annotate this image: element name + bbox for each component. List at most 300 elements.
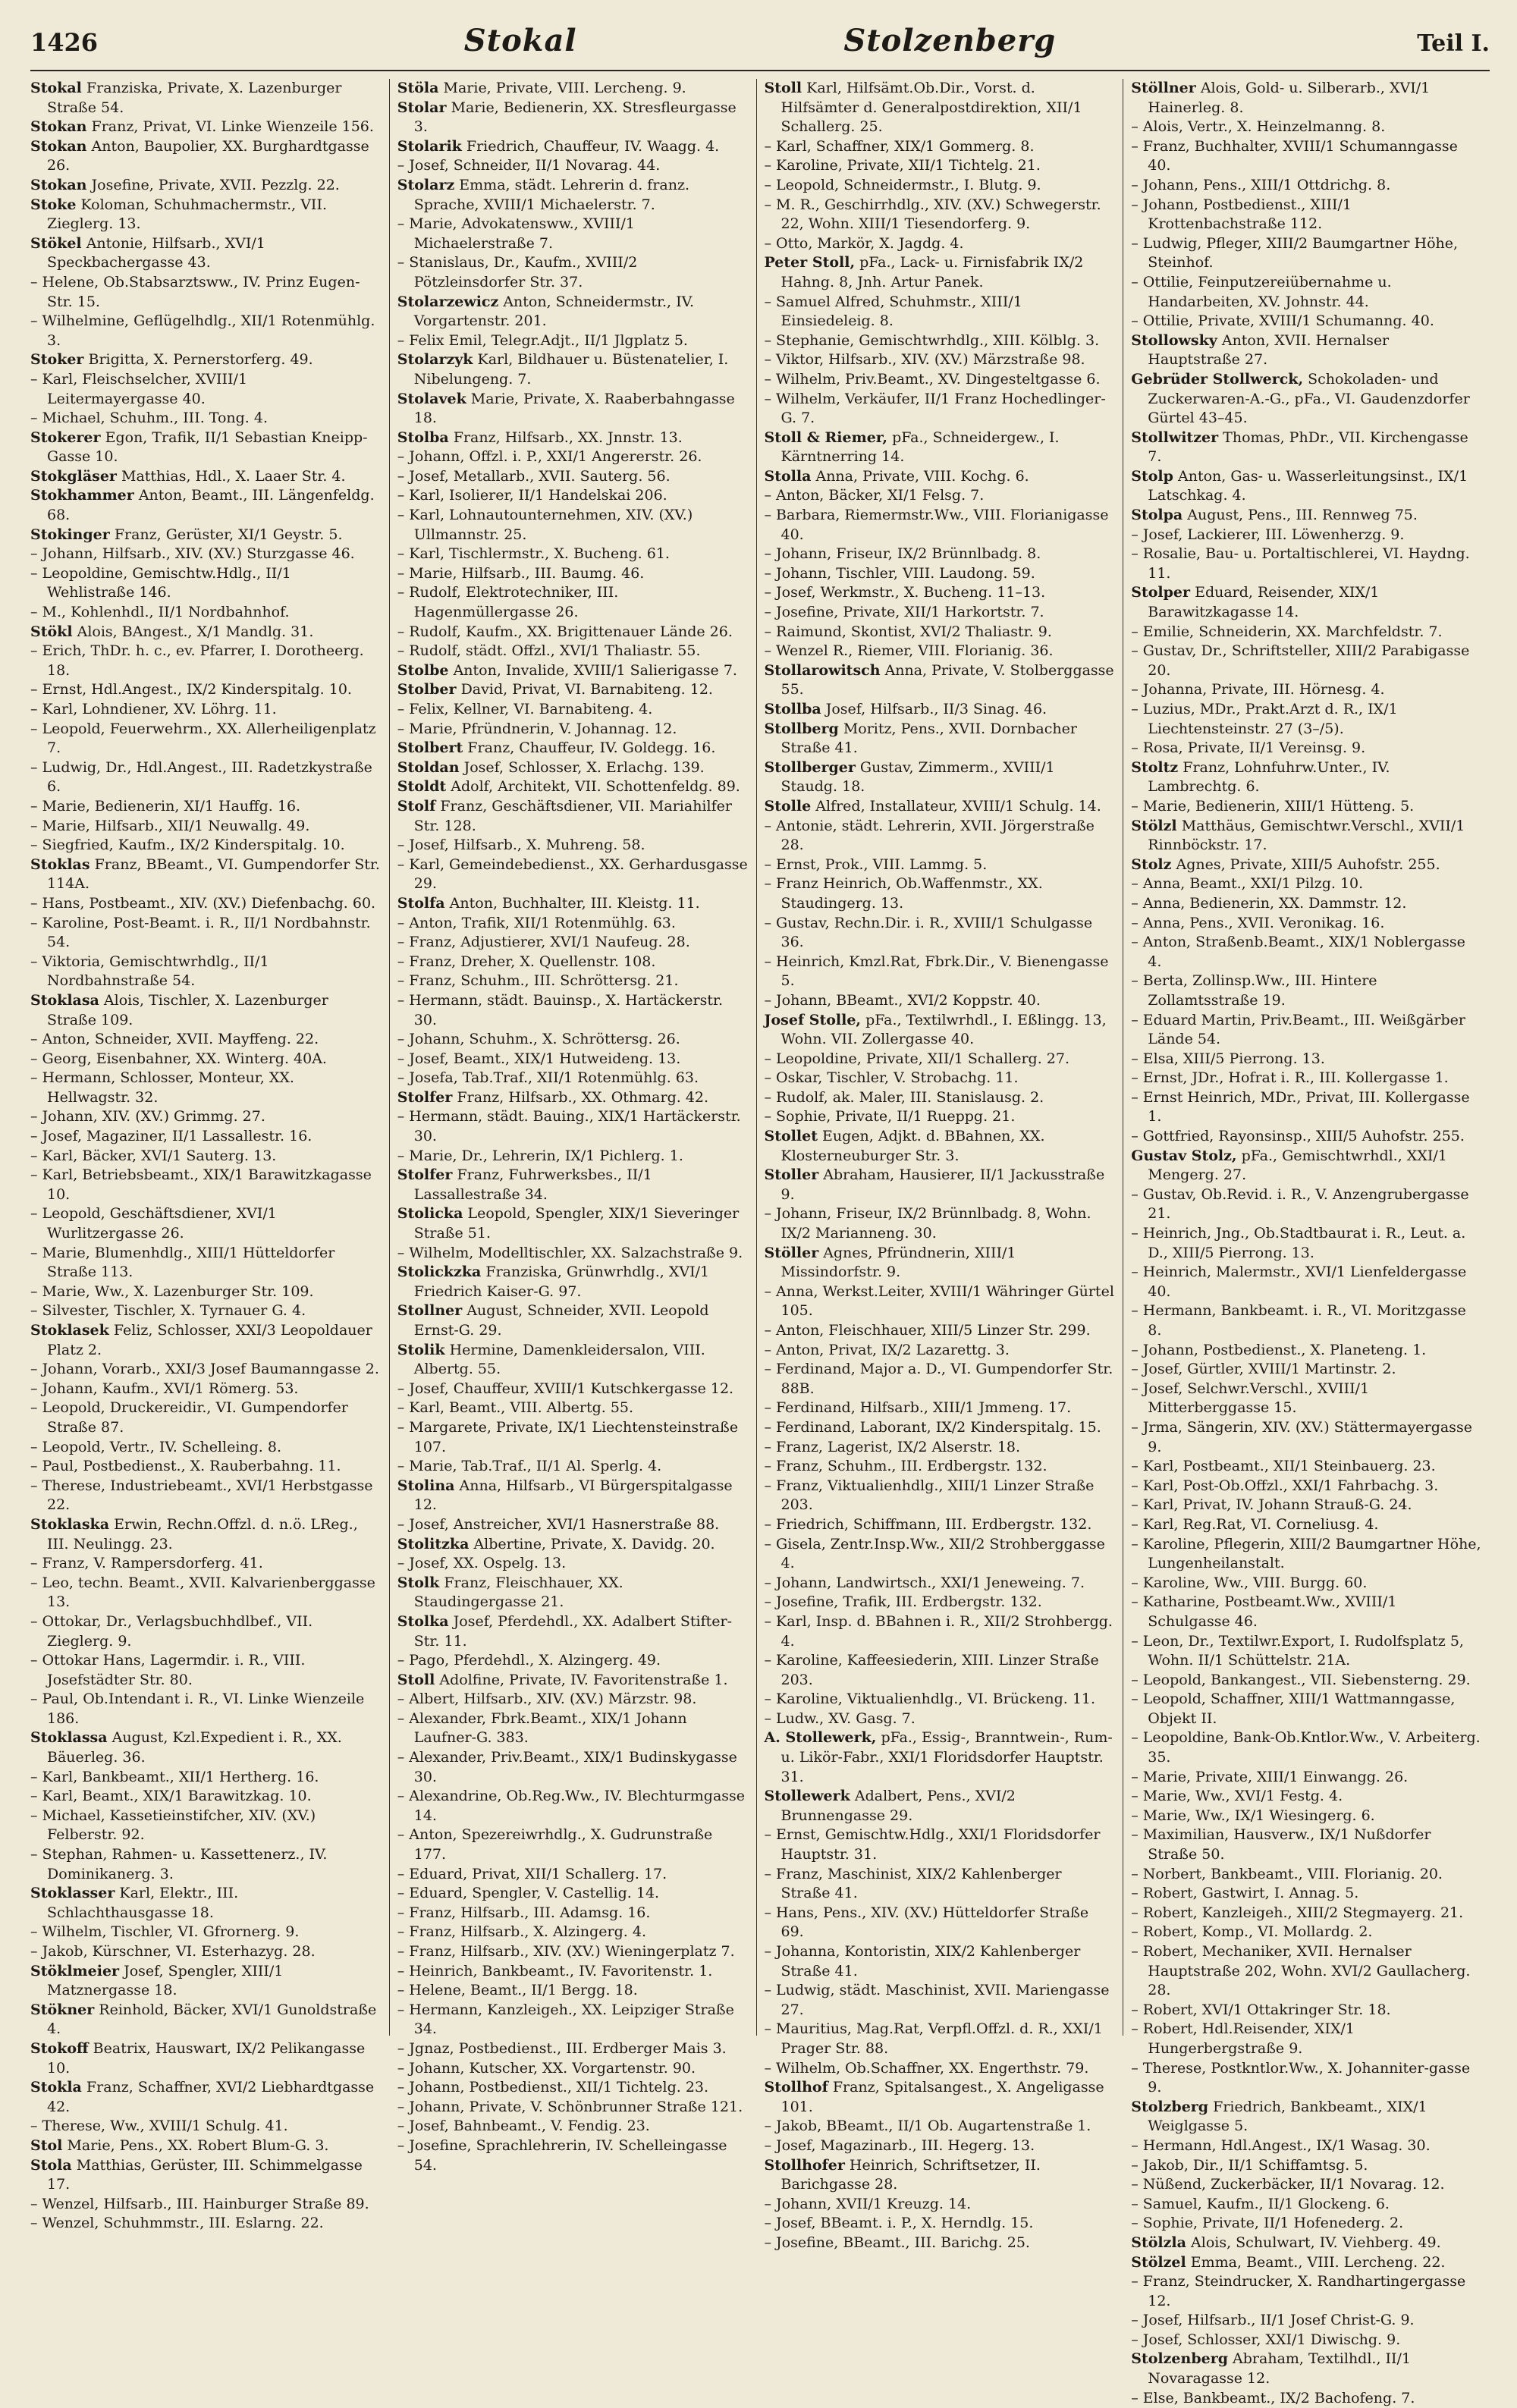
entry-details: pFa., Schneidergew., I. Kärntnerring 14. [780,429,1060,466]
directory-entry [30,1554,382,1574]
directory-entry [765,1438,1116,1458]
entry-details: Eduard, Reisender, XIX/1 Barawitzkagasse 14. [1148,584,1380,621]
entry-details: – Ludwig, Pfleger, XIII/2 Baumgartner Höhe, Steinhof. [1131,234,1459,272]
directory-entry [1131,273,1482,312]
directory-entry [30,1612,382,1651]
directory-entry [1131,1127,1482,1147]
directory-entry [1131,1728,1482,1767]
directory-entry [765,1535,1116,1574]
entry-details: – Ernst, Prok., VIII. Lammg. 5. [764,856,988,873]
directory-entry [30,2214,382,2234]
entry-surname: Stoldan [397,758,460,776]
entry-details: – Robert, Kanzleigeh., XIII/2 Stegmayerg. 21. [1131,1904,1464,1921]
entry-details: – Johann, Landwirtsch., XXI/1 Jeneweing. 7. [764,1574,1085,1591]
entry-details: – Karl, Lohndiener, XV. Löhrg. 11. [30,701,277,717]
entry-details: Alois, Tischler, X. Lazenburger Straße 109. [47,991,328,1028]
entry-details: Josef, Hilfsarb., II/3 Sinag. 46. [825,701,1047,717]
directory-entry [30,914,382,953]
directory-entry [397,1826,749,1864]
entry-details: August, Kzl.Expedient i. R., XX. Bäuerleg. 36. [47,1729,342,1766]
directory-entry [30,758,382,797]
directory-entry [1131,680,1482,700]
directory-entry [397,1515,749,1535]
entry-details: – Ernst, Gemischtw.Hdlg., XXI/1 Floridsdorfer Hauptstr. 31. [764,1826,1101,1863]
directory-entry [1131,2331,1482,2350]
entry-details: Franziska, Grünwrhdlg., XVI/1 Friedrich Kaiser-G. 97. [413,1264,710,1300]
entry-details: – Michael, Kassetieinstifcher, XIV. (XV.) Felberstr. 92. [30,1807,316,1844]
entry-details: – Leopold, Geschäftsdiener, XVI/1 Wurlitzergasse 26. [30,1205,277,1242]
directory-entry [1131,1826,1482,1864]
entry-details: Albertine, Private, X. Davidg. 20. [473,1535,715,1552]
directory-entry [30,856,382,894]
directory-entry [397,720,749,739]
entry-details: – Elsa, XIII/5 Pierrong. 13. [1131,1050,1325,1067]
entry-surname: Gustav Stolz, [1131,1147,1237,1164]
entry-details: – Siegfried, Kaufm., IX/2 Kinderspitalg. 10. [30,837,345,854]
entry-surname: Stolle [764,797,812,815]
entry-details: Josef, Schlosser, X. Erlachg. 139. [463,758,705,776]
directory-entry [1131,1923,1482,1942]
entry-surname: Stölzl [1131,817,1177,834]
entry-details: – Johann, Postbedienst., XII/1 Tichtelg. 23. [397,2079,709,2096]
entry-details: Anna, Hilfsarb., VI Bürgerspitalgasse 12. [413,1477,733,1514]
entry-surname: Stolarik [397,137,462,155]
entry-details: – Gottfried, Rayonsinsp., XIII/5 Auhofstr. 255. [1131,1128,1465,1145]
directory-entry [397,1535,749,1555]
entry-details: – Ludw., XV. Gasg. 7. [764,1709,916,1727]
entry-details: – Wenzel, Schuhmmstr., III. Eslarng. 22. [30,2215,324,2232]
entry-details: – Hermann, Kanzleigeh., XX. Leipziger Straße 34. [397,2001,734,2038]
directory-entry [30,1845,382,1884]
entry-details: – Anton, Trafik, XII/1 Rotenmühlg. 63. [397,914,676,931]
entry-details: Heinrich, Schriftsetzer, II. Barichgasse 28. [780,2156,1041,2193]
directory-entry [1131,1263,1482,1301]
directory-entry [765,817,1116,856]
entry-details: – Ferdinand, Major a. D., VI. Gumpendorfer Str. 88B. [764,1361,1113,1397]
entry-details: – Karl, Privat, IV. Johann Strauß-G. 24. [1131,1496,1412,1514]
entry-details: – Karl, Bankbeamt., XII/1 Hertherg. 16. [30,1768,319,1785]
directory-entry [1131,1574,1482,1593]
entry-details: – Karl, Postbeamt., XII/1 Steinbauerg. 23. [1131,1458,1436,1475]
entry-surname: Stoldt [397,778,447,796]
entry-details: – Heinrich, Jng., Ob.Stadtbaurat i. R., Leut. a. D., XIII/5 Pierrong. 13. [1131,1225,1466,1261]
columns-container [30,79,1490,2406]
entry-details: – Karoline, Private, XII/1 Tichtelg. 21. [764,157,1041,174]
entry-details: – Leopoldine, Bank-Ob.Kntlor.Ww., V. Arbeiterg. 35. [1131,1729,1481,1766]
directory-entry [1131,2311,1482,2331]
entry-details: Josefine, Private, XVII. Pezzlg. 22. [91,176,340,193]
directory-entry [30,545,382,564]
entry-details: Alois, Schulwart, IV. Viehberg. 49. [1191,2234,1441,2251]
directory-entry [1131,933,1482,972]
directory-entry [1131,370,1482,429]
directory-entry [765,1651,1116,1690]
directory-entry [765,2059,1116,2079]
entry-details: – Viktoria, Gemischtwrhdlg., II/1 Nordbahnstraße 54. [30,953,269,990]
directory-entry [765,2195,1116,2215]
directory-entry [765,1728,1116,1787]
directory-entry [1131,2389,1482,2408]
entry-details: – Karl, Beamt., VIII. Albertg. 55. [397,1399,634,1417]
directory-entry [1131,331,1482,370]
entry-details: – Luzius, MDr., Prakt.Arzt d. R., IX/1 Liechtensteinstr. 27 (3–/5). [1131,701,1398,737]
directory-entry [765,1360,1116,1399]
entry-details: – Johann, Tischler, VIII. Laudong. 59. [764,564,1035,582]
entry-details: – Anton, Bäcker, XI/1 Felsg. 7. [764,487,985,504]
directory-entry [1131,1496,1482,1515]
directory-entry [1131,1787,1482,1807]
entry-details: Marie, Bedienerin, XX. Stresfleurgasse 3. [413,99,737,136]
entry-details: Matthias, Hdl., X. Laaer Str. 4. [121,467,346,485]
entry-details: – Johann, Postbedienst., X. Planeteng. 1. [1131,1341,1427,1358]
directory-entry [30,836,382,856]
entry-details: Franz, Hilfsarb., XX. Othmarg. 42. [457,1088,709,1106]
directory-entry [397,506,749,545]
entry-surname: Stolarzewicz [397,293,499,310]
entry-details: Reinhold, Bäcker, XVI/1 Gunoldstraße 4. [47,2001,377,2038]
directory-entry [765,370,1116,390]
entry-details: – Margarete, Private, IX/1 Liechtensteinstraße 107. [397,1418,739,1455]
directory-entry [1131,700,1482,739]
directory-entry [1131,2001,1482,2020]
entry-details: Emma, städt. Lehrerin d. franz. Sprache, XVIII/1 Michaelerstr. 7. [413,176,690,213]
directory-entry [397,1244,749,1264]
entry-details: Franz, Hilfsarb., XX. Jnnstr. 13. [453,429,683,446]
entry-details: – Alois, Vertr., X. Heinzelmanng. 8. [1131,118,1386,136]
entry-details: Franz, Schaffner, XVI/2 Liebhardtgasse 42. [47,2079,375,2115]
directory-entry [30,1923,382,1942]
directory-entry [1131,1418,1482,1457]
directory-entry [30,1787,382,1807]
directory-entry [765,700,1116,720]
entry-surname: Stoklas [30,856,90,873]
directory-entry [1131,1477,1482,1496]
entry-details: – Albert, Hilfsarb., XIV. (XV.) Märzstr. 98. [397,1691,697,1708]
directory-entry [765,1399,1116,1418]
entry-details: Josef, Spengler, XIII/1 Matznergasse 18. [47,1962,284,1999]
entry-details: Emma, Beamt., VIII. Lercheng. 22. [1190,2253,1446,2271]
entry-details: – Josef, Bahnbeamt., V. Fendig. 23. [397,2118,650,2135]
directory-entry [765,1050,1116,1069]
directory-entry [1131,79,1482,118]
entry-details: Anton, Beamt., III. Längenfeldg. 68. [47,487,375,524]
entry-details: – M. R., Geschirrhdlg., XIV. (XV.) Schwegerstr. 22, Wohn. XIII/1 Tiesendorferg. 9. [764,196,1101,233]
entry-surname: Stolbert [397,739,463,757]
directory-entry [765,253,1116,292]
entry-details: – Marie, Hilfsarb., XII/1 Neuwallg. 49. [30,817,310,834]
directory-entry [1131,1593,1482,1631]
entry-details: pFa., Textilwrhdl., I. Eßlingg. 13, Wohn. VII. Zollergasse 40. [780,1011,1107,1048]
entry-details: Hermine, Damenkleidersalon, VIII. Albertg. 55. [413,1341,705,1378]
entry-details: – Hermann, städt. Bauing., XIX/1 Hartäckerstr. 30. [397,1108,741,1145]
directory-entry [30,1807,382,1845]
entry-details: – Robert, Gastwirt, I. Annag. 5. [1131,1885,1359,1902]
directory-entry [1131,1360,1482,1380]
directory-entry [30,1069,382,1107]
directory-entry [30,1301,382,1321]
entry-details: – Karl, Reg.Rat, VI. Corneliusg. 4. [1131,1515,1379,1533]
entry-details: – Karl, Insp. d. BBahnen i. R., XII/2 Strohbergg. 4. [764,1612,1113,1650]
entry-details: – Anna, Werkst.Leiter, XVIII/1 Währinger Gürtel 105. [764,1282,1114,1320]
entry-details: – Karl, Post-Ob.Offzl., XXI/1 Fahrbachg. 3. [1131,1477,1439,1494]
entry-details: Franz, Privat, VI. Linke Wienzeile 156. [91,118,374,136]
entry-details: – Heinrich, Bankbeamt., IV. Favoritenstr. 1. [397,1962,713,1979]
directory-entry [765,1904,1116,1942]
entry-surname: Stokhammer [30,487,134,504]
directory-entry [397,739,749,758]
directory-entry [1131,972,1482,1010]
directory-entry [30,312,382,350]
entry-details: – Rudolf, Kaufm., XX. Brigittenauer Lände 26. [397,623,733,640]
entry-details: – Franz, V. Rampersdorferg. 41. [30,1555,263,1572]
entry-details: – Leopoldine, Private, XII/1 Schallerg. 27. [764,1050,1070,1067]
entry-surname: Stoll [764,80,802,96]
directory-entry [397,836,749,856]
entry-surname: Stokan [30,137,87,155]
entry-surname: Stolber [397,681,457,699]
entry-details: – Josef, XX. Ospelg. 13. [397,1555,567,1572]
directory-entry [397,1651,749,1671]
directory-entry [397,156,749,176]
entry-surname: Stoke [30,196,77,213]
entry-details: – Karoline, Post-Beamt. i. R., II/1 Nordbahnstr. 54. [30,914,371,951]
directory-entry [397,991,749,1030]
entry-details: – Johann, Friseur, IX/2 Brünnlbadg. 8, Wohn. IX/2 Marianneng. 30. [764,1205,1091,1242]
entry-details: – Rosalie, Bau- u. Portaltischlerei, VI. Haydng. 11. [1131,545,1470,582]
entry-details: – Franz, Hilfsarb., XIV. (XV.) Wieningerplatz 7. [397,1943,735,1960]
entry-details: – Jakob, Dir., II/1 Schiffamtsg. 5. [1131,2156,1368,2174]
entry-details: Franz, Fuhrwerksbes., II/1 Lassallestraße 34. [413,1166,652,1203]
entry-details: – Josefine, Private, XII/1 Harkortstr. 7. [764,604,1044,621]
directory-entry [30,894,382,914]
directory-entry [30,1942,382,1962]
entry-details: – Ottilie, Private, XVIII/1 Schumanng. 40. [1131,312,1434,330]
entry-details: Matthias, Gerüster, III. Schimmelgasse 17. [47,2156,363,2193]
entry-details: – Johann, Postbedienst., XIII/1 Krottenbachstraße 112. [1131,196,1352,233]
entry-details: – Barbara, Riemermstr.Ww., VIII. Florianigasse 40. [764,507,1109,543]
entry-surname: Stokla [30,2079,82,2096]
entry-details: Antonie, Hilfsarb., XVI/1 Speckbachergasse 43. [47,234,265,272]
directory-entry [765,1418,1116,1438]
entry-surname: Stol [30,2136,63,2154]
directory-entry [397,1787,749,1826]
entry-details: – Oskar, Tischler, V. Strobachg. 11. [764,1069,1019,1087]
directory-entry [30,797,382,817]
entry-details: – Hans, Pens., XIV. (XV.) Hütteldorfer Straße 69. [764,1904,1089,1941]
directory-entry [30,564,382,603]
directory-entry [1131,758,1482,797]
directory-entry [397,1204,749,1243]
entry-details: Franz, Chauffeur, IV. Goldegg. 16. [467,739,716,757]
directory-entry [1131,2098,1482,2136]
directory-entry [397,1107,749,1146]
entry-details: Anton, Gas- u. Wasserleitungsinst., IX/1 Latschkag. 4. [1148,467,1468,504]
directory-entry [765,953,1116,991]
entry-details: – Wenzel R., Riemer, VIII. Florianig. 36. [764,642,1054,660]
entry-surname: Stollba [764,701,821,717]
directory-entry [397,797,749,836]
entry-details: Marie, Pens., XX. Robert Blum-G. 3. [67,2136,329,2154]
directory-entry [765,2078,1116,2117]
directory-entry [765,1593,1116,1612]
entry-details: – Franz, Hilfsarb., III. Adamsg. 16. [397,1904,651,1921]
directory-entry [397,2098,749,2118]
entry-details: Anton, Baupolier, XX. Burghardtgasse 26. [47,137,369,174]
directory-entry [1131,1457,1482,1477]
entry-details: – Leopold, Schaffner, XIII/1 Wattmanngasse, Objekt II. [1131,1691,1456,1727]
directory-entry [30,2001,382,2039]
directory-entry [30,2039,382,2078]
directory-entry [397,79,749,99]
directory-entry [30,1651,382,1690]
entry-details: – Josef, Magazinarb., III. Hegerg. 13. [764,2136,1035,2154]
directory-entry [765,1069,1116,1088]
directory-entry [30,953,382,991]
entry-details: Alois, Gold- u. Silberarb., XVI/1 Hainerleg. 8. [1148,80,1431,116]
entry-surname: Stokinger [30,526,110,543]
entry-details: – Ottokar, Dr., Verlagsbuchhdlbef., VII. Zieglerg. 9. [30,1612,313,1650]
entry-details: – Wilhelm, Modelltischler, XX. Salzachstraße 9. [397,1244,743,1261]
entry-details: – Paul, Postbedienst., X. Rauberbahng. 11. [30,1458,341,1475]
entry-details: – Otto, Markör, X. Jagdg. 4. [764,234,964,252]
entry-details: – Marie, Hilfsarb., III. Baumg. 46. [397,564,645,582]
right-guide-word: Stolzenberg [843,23,1057,58]
entry-details: – Karl, Beamt., XIX/1 Barawitzkag. 10. [30,1788,312,1805]
directory-entry [765,1282,1116,1321]
entry-surname: Stölzel [1131,2253,1186,2271]
directory-entry [30,1574,382,1612]
directory-entry [765,1127,1116,1166]
entry-surname: Stollwitzer [1131,429,1219,446]
entry-details: – Samuel, Kaufm., II/1 Glockeng. 6. [1131,2195,1390,2212]
entry-surname: Stolbe [397,661,449,679]
entry-details: – Gustav, Rechn.Dir. i. R., XVIII/1 Schulgasse 36. [764,914,1093,951]
entry-surname: Stola [30,2156,72,2174]
directory-entry [397,1147,749,1166]
entry-surname: Stollner [397,1302,463,1320]
entry-details: – Nüßend, Zuckerbäcker, II/1 Novarag. 12. [1131,2176,1445,2193]
directory-entry [397,350,749,389]
entry-surname: Stölzla [1131,2234,1186,2251]
directory-entry [765,156,1116,176]
directory-entry [765,583,1116,603]
entry-details: Erwin, Rechn.Offzl. d. n.ö. LReg., III. Neulingg. 23. [47,1515,358,1552]
directory-entry [1131,1088,1482,1127]
directory-entry [765,1612,1116,1651]
entry-surname: Stolp [1131,467,1173,485]
entry-details: – Sophie, Private, II/1 Hofenederg. 2. [1131,2215,1404,2232]
directory-entry [1131,2059,1482,2098]
entry-details: – Johanna, Private, III. Hörnesg. 4. [1131,681,1385,699]
entry-surname: Stoklasek [30,1322,109,1339]
directory-entry [30,2078,382,2117]
directory-entry [1131,1807,1482,1826]
entry-details: – Emilie, Schneiderin, XX. Marchfeldstr. 7. [1131,623,1443,640]
directory-entry [765,564,1116,584]
entry-details: – Ernst, JDr., Hofrat i. R., III. Kollergasse 1. [1131,1069,1449,1087]
directory-entry [397,1962,749,1982]
entry-surname: Stolk [397,1574,440,1591]
entry-details: – Leopoldine, Gemischtw.Hdlg., II/1 Wehlistraße 146. [30,564,291,601]
entry-surname: A. Stollewerk, [764,1729,877,1747]
directory-entry [1131,856,1482,875]
entry-details: – Leo, techn. Beamt., XVII. Kalvarienberggasse 13. [30,1574,375,1611]
directory-entry [1131,2136,1482,2156]
directory-entry [30,700,382,720]
directory-entry [397,1574,749,1612]
directory-entry [765,1204,1116,1243]
directory-entry [397,545,749,564]
directory-entry [1131,312,1482,331]
entry-surname: Stollewerk [764,1788,850,1805]
entry-surname: Stolarz [397,176,455,193]
directory-entry [1131,196,1482,234]
directory-entry [397,914,749,934]
directory-entry [1131,2156,1482,2176]
entry-details: David, Privat, VI. Barnabiteng. 12. [460,681,713,699]
entry-details: – Hermann, Schlosser, Monteur, XX. Hellwagstr. 32. [30,1069,294,1106]
entry-details: – Stephan, Rahmen- u. Kassettenerz., IV. Dominikanerg. 3. [30,1846,328,1882]
directory-entry [30,409,382,429]
entry-details: – Johann, Hilfsarb., XIV. (XV.) Sturzgasse 46. [30,545,355,563]
directory-entry [30,234,382,273]
directory-entry [397,2136,749,2175]
entry-details: Josef, Pferdehdl., XX. Adalbert Stifter-Str. 11. [413,1612,733,1650]
entry-details: August, Schneider, XVII. Leopold Ernst-G. 29. [413,1302,709,1339]
entry-surname: Stöllner [1131,80,1196,96]
entry-details: – Therese, Postkntlor.Ww., X. Johanniter-gasse 9. [1131,2059,1471,2096]
directory-entry [765,1244,1116,1282]
directory-entry [1131,2195,1482,2215]
directory-entry [397,1709,749,1748]
entry-details: – Karl, Tischlermstr., X. Bucheng. 61. [397,545,670,563]
directory-entry [1131,1768,1482,1788]
entry-details: – Felix, Kellner, VI. Barnabiteng. 4. [397,701,653,717]
directory-entry [30,1321,382,1360]
directory-entry [1131,1632,1482,1671]
entry-details: Anna, Private, VIII. Kochg. 6. [815,467,1029,485]
entry-details: – Eduard, Privat, XII/1 Schallerg. 17. [397,1865,667,1882]
directory-entry [397,1690,749,1709]
directory-entry [765,176,1116,196]
entry-details: – M., Kohlenhdl., II/1 Nordbahnhof. [30,604,290,621]
directory-entry [397,642,749,661]
entry-details: – Marie, Advokatensww., XVIII/1 Michaelerstraße 7. [397,215,635,252]
entry-details: – Josef, Lackierer, III. Löwenherzg. 9. [1131,526,1405,543]
directory-entry [765,914,1116,953]
entry-details: – Franz, Buchhalter, XVIII/1 Schumanngasse 40. [1131,137,1458,174]
entry-details: Franz, BBeamt., VI. Gumpendorfer Str. 114A. [47,856,380,893]
directory-entry [30,429,382,467]
directory-entry [1131,2350,1482,2388]
entry-details: – Anton, Privat, IX/2 Lazarettg. 3. [764,1341,1010,1358]
entry-details: – Wilhelm, Priv.Beamt., XV. Dingesteltgasse 6. [764,370,1101,388]
entry-details: – Paul, Ob.Intendant i. R., VI. Linke Wienzeile 186. [30,1691,365,1727]
directory-entry [397,1923,749,1942]
entry-surname: Stolba [397,429,449,446]
entry-surname: Stoll & Riemer, [764,429,888,446]
directory-entry [30,1515,382,1554]
directory-entry [1131,1942,1482,2001]
entry-details: – Josef, Gürtler, XVIII/1 Martinstr. 2. [1131,1361,1396,1378]
directory-entry [30,118,382,137]
entry-surname: Stokoff [30,2039,89,2057]
entry-details: – Robert, Hdl.Reisender, XIX/1 Hungerbergstraße 9. [1131,2020,1355,2057]
directory-entry [765,1088,1116,1108]
entry-details: Thomas, PhDr., VII. Kirchengasse 7. [1148,429,1468,466]
entry-details: – Josefine, Trafik, III. Erdbergstr. 132. [764,1593,1042,1611]
directory-entry [397,331,749,351]
